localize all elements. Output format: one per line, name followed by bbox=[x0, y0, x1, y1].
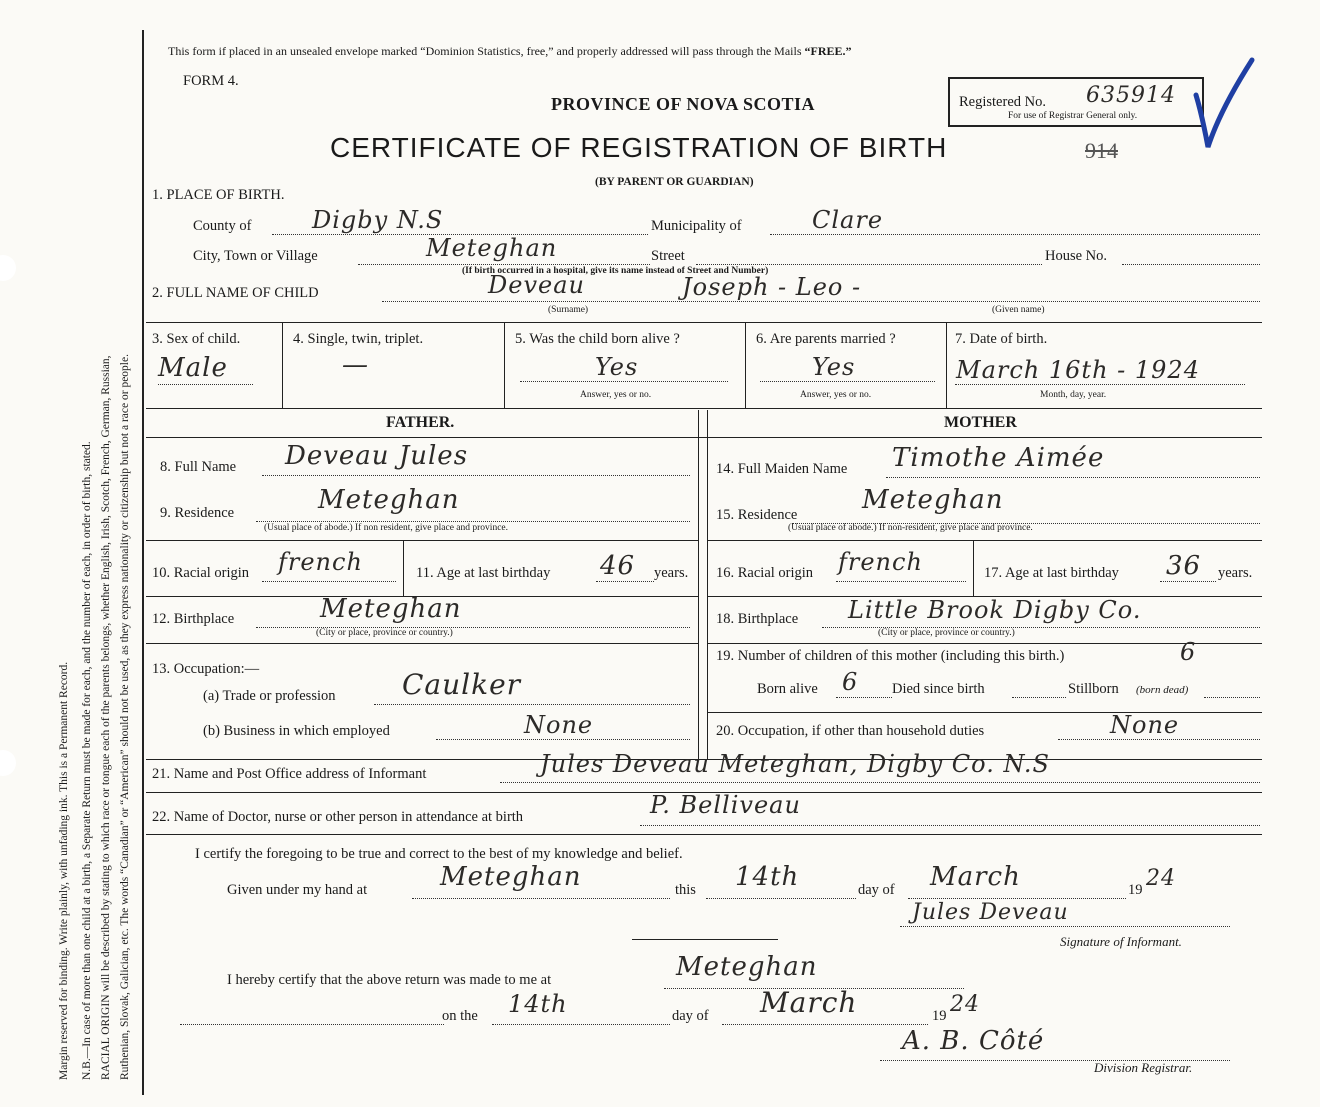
punch-hole bbox=[0, 750, 16, 776]
father-birthplace-value: Meteghan bbox=[320, 594, 462, 624]
mother-children-value: 6 bbox=[1180, 638, 1197, 666]
father-age-unit: years. bbox=[654, 565, 689, 581]
mailing-notice: This form if placed in an unsealed envelope marked “Dominion Statistics, free,” and properly addressed will pass through the Mails “FREE.” bbox=[168, 44, 852, 58]
born-alive-value: Yes bbox=[595, 353, 639, 381]
father-racial-value: french bbox=[278, 548, 363, 576]
registrar-signature: A. B. Côté bbox=[902, 1026, 1045, 1056]
born-alive-label: 5. Was the child born alive ? bbox=[515, 331, 680, 347]
mother-racial-label: 16. Racial origin bbox=[716, 565, 814, 581]
day-of-label: day of bbox=[858, 882, 895, 898]
given-name-caption: (Given name) bbox=[992, 305, 1045, 315]
city-value: Meteghan bbox=[426, 234, 558, 262]
father-name-value: Deveau Jules bbox=[285, 441, 469, 471]
house-no-label: House No. bbox=[1045, 248, 1108, 264]
stillborn-note: (born dead) bbox=[1136, 684, 1189, 696]
mother-occupation-value: None bbox=[1110, 711, 1180, 739]
registrar-statement: I hereby certify that the above return was made to me at bbox=[227, 972, 552, 988]
certification-year: 24 bbox=[1146, 866, 1176, 891]
margin-rule bbox=[142, 30, 144, 1095]
certification-statement: I certify the foregoing to be true and correct to the best of my knowledge and belief. bbox=[195, 846, 683, 862]
mother-heading: MOTHER bbox=[944, 414, 1017, 431]
doctor-value: P. Belliveau bbox=[650, 791, 801, 819]
registrar-place: Meteghan bbox=[676, 952, 818, 982]
mother-birthplace-value: Little Brook Digby Co. bbox=[848, 596, 1142, 624]
city-label: City, Town or Village bbox=[193, 248, 318, 264]
informant-signature: Jules Deveau bbox=[912, 900, 1069, 925]
father-name-label: 8. Full Name bbox=[160, 459, 237, 475]
father-business-label: (b) Business in which employed bbox=[203, 723, 390, 739]
page-subtitle: (BY PARENT OR GUARDIAN) bbox=[595, 176, 754, 188]
child-given-name: Joseph - Leo - bbox=[682, 273, 862, 301]
check-mark-icon bbox=[1190, 55, 1260, 155]
date-of-birth-caption: Month, day, year. bbox=[1040, 390, 1107, 400]
hospital-note: (If birth occurred in a hospital, give its name instead of Street and Number) bbox=[462, 266, 769, 276]
registrar-year-prefix: 19 bbox=[932, 1008, 947, 1024]
father-racial-label: 10. Racial origin bbox=[152, 565, 250, 581]
father-residence-caption: (Usual place of abode.) If non resident, give place and province. bbox=[264, 523, 508, 533]
margin-note-racial-origin: RACIAL ORIGIN will be described by stating to which race or tongue each of the parents belongs, whether English, Irish, Scotch, French, German, Russian, bbox=[100, 355, 112, 1080]
plurality-label: 4. Single, twin, triplet. bbox=[293, 331, 424, 347]
born-alive-count-value: 6 bbox=[842, 668, 859, 696]
doctor-label: 22. Name of Doctor, nurse or other person in attendance at birth bbox=[152, 809, 524, 825]
father-birthplace-caption: (City or place, province or country.) bbox=[316, 628, 453, 638]
margin-note-racial-origin-cont: Ruthenian, Slovak, Galician, etc. The words “Canadian” or “American” should not be used, as they express nationality or citizenship but not a race or people. bbox=[119, 354, 131, 1080]
father-age-value: 46 bbox=[600, 551, 636, 581]
parents-married-label: 6. Are parents married ? bbox=[756, 331, 896, 347]
registrar-signature-caption: Division Registrar. bbox=[1094, 1060, 1193, 1075]
mother-age-label: 17. Age at last birthday bbox=[984, 565, 1119, 581]
county-value: Digby N.S bbox=[312, 206, 444, 234]
father-trade-value: Caulker bbox=[402, 668, 522, 701]
on-the-label: on the bbox=[442, 1008, 478, 1024]
registrar-day-of-label: day of bbox=[672, 1008, 709, 1024]
this-label: this bbox=[675, 882, 696, 898]
margin-note-binding: Margin reserved for binding. Write plainly, with unfading ink. This is a Permanent Record. bbox=[58, 661, 70, 1080]
place-of-birth-heading: 1. PLACE OF BIRTH. bbox=[152, 187, 285, 203]
sex-label: 3. Sex of child. bbox=[152, 331, 241, 347]
registration-note: For use of Registrar General only. bbox=[1008, 111, 1138, 121]
father-birthplace-label: 12. Birthplace bbox=[152, 611, 235, 627]
mother-birthplace-label: 18. Birthplace bbox=[716, 611, 799, 627]
given-under-label: Given under my hand at bbox=[227, 882, 368, 898]
mother-birthplace-caption: (City or place, province or country.) bbox=[878, 628, 1015, 638]
parents-married-value: Yes bbox=[812, 353, 856, 381]
certification-year-prefix: 19 bbox=[1128, 882, 1143, 898]
registrar-year: 24 bbox=[950, 992, 980, 1017]
province-heading: PROVINCE OF NOVA SCOTIA bbox=[551, 94, 816, 114]
born-alive-count-label: Born alive bbox=[757, 681, 818, 697]
registrar-day: 14th bbox=[508, 990, 568, 1018]
certification-month: March bbox=[930, 862, 1021, 892]
surname-caption: (Surname) bbox=[548, 305, 589, 315]
form-number: FORM 4. bbox=[183, 73, 239, 89]
father-trade-label: (a) Trade or profession bbox=[203, 688, 336, 704]
father-business-value: None bbox=[524, 711, 594, 739]
date-of-birth-value: March 16th - 1924 bbox=[956, 356, 1200, 384]
father-residence-value: Meteghan bbox=[318, 485, 460, 515]
mother-racial-value: french bbox=[838, 548, 923, 576]
mother-name-value: Timothe Aimée bbox=[892, 443, 1105, 473]
municipality-value: Clare bbox=[812, 206, 884, 234]
died-since-birth-label: Died since birth bbox=[892, 681, 985, 697]
mother-age-value: 36 bbox=[1166, 551, 1202, 581]
father-residence-label: 9. Residence bbox=[160, 505, 235, 521]
file-number: 914 bbox=[1085, 138, 1118, 163]
punch-hole bbox=[0, 255, 16, 281]
registration-box bbox=[948, 77, 1204, 127]
mother-residence-label: 15. Residence bbox=[716, 507, 798, 523]
informant-value: Jules Deveau Meteghan, Digby Co. N.S bbox=[540, 750, 1050, 778]
mother-name-label: 14. Full Maiden Name bbox=[716, 461, 848, 477]
margin-note-multiple-births: N.B.—In case of more than one child at a birth, a Separate Return must be made for each, and the number of each, in order of birth, stated. bbox=[81, 441, 93, 1080]
municipality-label: Municipality of bbox=[651, 218, 742, 234]
street-label: Street bbox=[651, 248, 685, 264]
county-label: County of bbox=[193, 218, 252, 234]
mother-children-label: 19. Number of children of this mother (including this birth.) bbox=[716, 648, 1065, 664]
plurality-value: — bbox=[342, 350, 369, 380]
page-title: CERTIFICATE OF REGISTRATION OF BIRTH bbox=[330, 132, 948, 163]
certification-day: 14th bbox=[735, 862, 800, 892]
date-of-birth-label: 7. Date of birth. bbox=[955, 331, 1048, 347]
registration-number: 635914 bbox=[1086, 83, 1176, 108]
stillborn-label: Stillborn bbox=[1068, 681, 1119, 697]
mother-age-unit: years. bbox=[1218, 565, 1253, 581]
informant-label: 21. Name and Post Office address of Informant bbox=[152, 766, 427, 782]
child-surname: Deveau bbox=[488, 271, 585, 299]
mother-residence-value: Meteghan bbox=[862, 485, 1004, 515]
born-alive-caption: Answer, yes or no. bbox=[580, 390, 652, 400]
sex-value: Male bbox=[158, 353, 228, 383]
child-name-label: 2. FULL NAME OF CHILD bbox=[152, 285, 319, 301]
father-occupation-label: 13. Occupation:— bbox=[152, 661, 260, 677]
father-age-label: 11. Age at last birthday bbox=[416, 565, 551, 581]
mother-occupation-label: 20. Occupation, if other than household duties bbox=[716, 723, 985, 739]
registrar-month: March bbox=[760, 986, 858, 1019]
parents-married-caption: Answer, yes or no. bbox=[800, 390, 872, 400]
informant-signature-caption: Signature of Informant. bbox=[1060, 934, 1182, 949]
registration-label: Registered No. bbox=[959, 94, 1046, 110]
father-heading: FATHER. bbox=[386, 414, 455, 431]
mother-residence-caption: (Usual place of abode.) If non-resident, give place and province. bbox=[788, 523, 1033, 533]
certification-place: Meteghan bbox=[440, 862, 582, 892]
